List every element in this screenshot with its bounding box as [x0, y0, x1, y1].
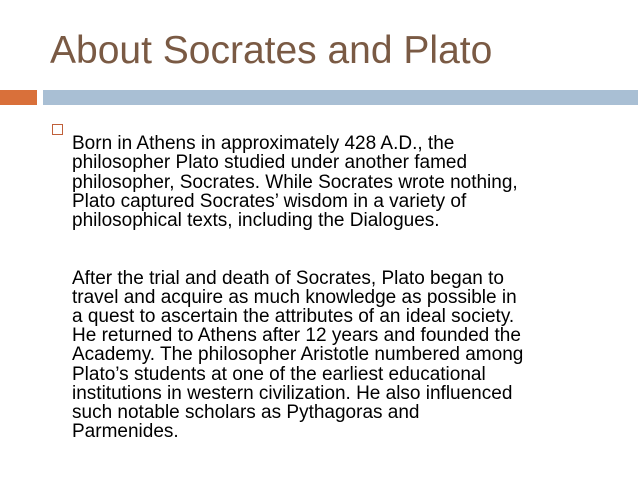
- accent-bar: [0, 90, 37, 105]
- paragraph-1: Born in Athens in approximately 428 A.D., the philosopher Plato studied under another famed philosopher, Socrates. While Socrates wrote nothing, Plato captured Socrates’ wisdom in a variety of philosophical texts, including the Dialogues.: [72, 133, 518, 232]
- paragraph-2: After the trial and death of Socrates, Plato began to travel and acquire as much knowledge as possible in a quest to ascertain the attributes of an ideal society. He returned to Athens after 12 years and founded the Academy. The philosopher Aristotle numbered among Plato’s students at one of the earliest educational institutions in western civilization. He also influenced such notable scholars as Pythagoras and Parmenides.: [72, 267, 524, 443]
- title-rule-bar: [43, 90, 638, 105]
- slide-title: About Socrates and Plato: [50, 29, 493, 72]
- hollow-square-bullet-icon: [52, 124, 63, 135]
- bullet-body-text: [72, 115, 632, 461]
